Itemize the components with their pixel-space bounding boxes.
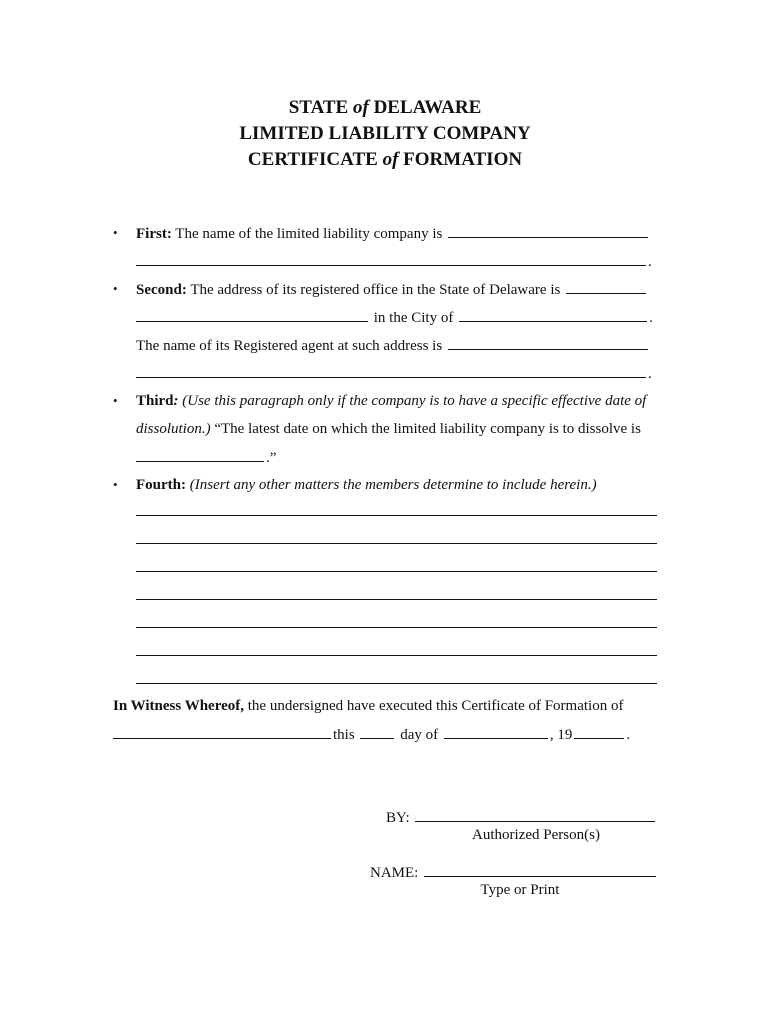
second-paragraph: Second: The address of its registered office in the State of Delaware is (136, 280, 648, 299)
document-title (0, 95, 770, 173)
additional-matters-line-3[interactable] (136, 571, 657, 572)
company-name-field-2[interactable] (136, 252, 646, 266)
dissolution-date-line: .” (136, 448, 276, 467)
bullet-icon: • (113, 281, 118, 296)
first-continuation: . (136, 252, 652, 271)
title-line-2: LIMITED LIABILITY COMPANY (239, 123, 531, 144)
bullet-icon: • (113, 393, 118, 408)
additional-matters-line-1[interactable] (136, 515, 657, 516)
type-or-print-caption: Type or Print (480, 882, 560, 898)
additional-matters-line-5[interactable] (136, 627, 657, 628)
company-name-field[interactable] (448, 224, 648, 238)
month-field[interactable] (444, 725, 548, 739)
name-line: NAME: (370, 863, 658, 882)
additional-matters-line-4[interactable] (136, 599, 657, 600)
first-paragraph: First: The name of the limited liability company is (136, 224, 650, 243)
authorized-person-caption: Authorized Person(s) (472, 827, 600, 843)
registered-agent-line: The name of its Registered agent at such address is (136, 336, 650, 355)
printed-name-field[interactable] (424, 863, 656, 877)
signature-field[interactable] (415, 808, 655, 822)
day-field[interactable] (360, 725, 394, 739)
title-line-3: CERTIFICATE of FORMATION (247, 149, 523, 170)
witness-paragraph: In Witness Whereof, the undersigned have executed this Certificate of Formation of (113, 698, 624, 714)
bullet-icon: • (113, 477, 118, 492)
third-paragraph-line-2: dissolution.) “The latest date on which the limited liability company is to dissolve is (136, 421, 641, 437)
registered-agent-field-2[interactable] (136, 364, 646, 378)
title-line-1: STATE of DELAWARE (288, 97, 482, 118)
additional-matters-line-2[interactable] (136, 543, 657, 544)
second-city-line: in the City of . (136, 308, 653, 327)
witness-date-line: this day of , 19 . (113, 725, 630, 744)
fourth-paragraph: Fourth: (Insert any other matters the members determine to include herein.) (136, 477, 597, 493)
additional-matters-line-7[interactable] (136, 683, 657, 684)
dissolution-date-field[interactable] (136, 448, 264, 462)
bullet-icon: • (113, 225, 118, 240)
registered-agent-field[interactable] (448, 336, 648, 350)
registered-office-field[interactable] (566, 280, 646, 294)
year-field[interactable] (574, 725, 624, 739)
registered-agent-continuation: . (136, 364, 652, 383)
company-name-witness-field[interactable] (113, 725, 331, 739)
registered-address-field[interactable] (136, 308, 368, 322)
by-line: BY: (386, 808, 657, 827)
third-paragraph: Third: (Use this paragraph only if the company is to have a specific effective date of (136, 393, 647, 409)
city-field[interactable] (459, 308, 647, 322)
additional-matters-line-6[interactable] (136, 655, 657, 656)
